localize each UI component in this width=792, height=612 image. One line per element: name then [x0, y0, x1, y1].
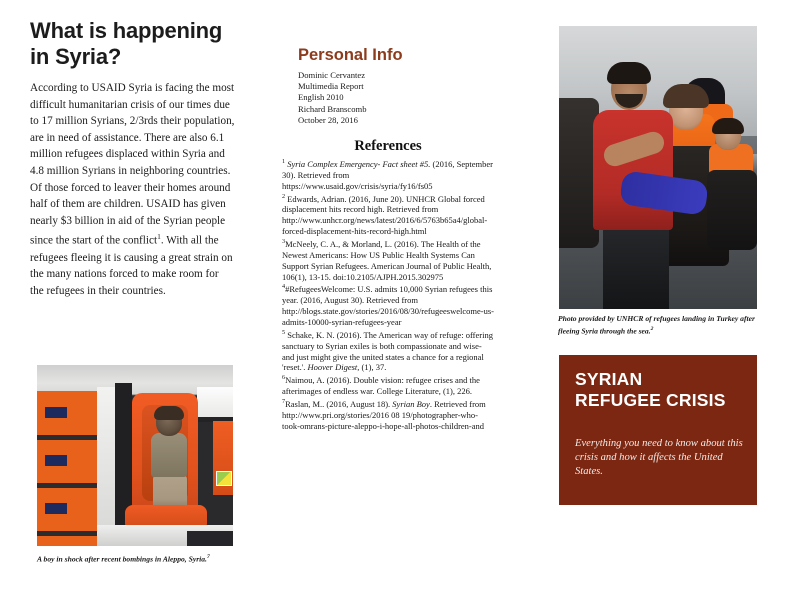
- personal-info-item: October 28, 2016: [298, 114, 358, 125]
- reference-entry: [282, 192, 494, 237]
- caption-boy-photo: [37, 552, 237, 565]
- middle-column: [282, 46, 494, 432]
- reference-entry: [282, 397, 494, 432]
- personal-info-item: English 2010: [298, 92, 344, 103]
- reference-text: Schake, K. N. (2016). The American way of refuge: offering sanctuary to Syrian exiles is both compassionate and wise- and just might give the united states a chance for a regional 'reset.'.: [282, 329, 493, 373]
- caption-boy-text: A boy in shock after recent bombings in Aleppo, Syria.: [37, 554, 207, 564]
- girl-hair: [663, 84, 709, 108]
- man-hair: [607, 62, 651, 84]
- personal-info-list: [298, 70, 494, 126]
- reference-text: #RefugeesWelcome: U.S. admits 10,000 Syrian refugees this year. (2016, August 30). Retrieved from http://blogs.state.gov/stories/2016/08/30/refugeeswelcome-us-admits-10000-syrian-refugees-year: [282, 284, 494, 328]
- reference-entry: [282, 157, 494, 192]
- reference-number: 3: [282, 238, 286, 246]
- reference-entry: [282, 237, 494, 282]
- reference-italic-title: Syria Complex Emergency- Fact sheet #5.: [287, 158, 431, 169]
- reference-number: 4: [282, 283, 286, 291]
- references-list: [282, 157, 494, 432]
- hero-title: [575, 369, 757, 411]
- references-heading: References: [354, 138, 422, 155]
- reference-text: Raslan, M.. (2016, August 18).: [285, 398, 393, 409]
- ambulance-floor-shadow: [187, 531, 233, 546]
- intro-paragraph-text-cont: . With all the refugees fleeing it is causing a great strain on the many nations forced to make room for the refugees in their countries.: [30, 235, 233, 297]
- hero-title-line-1: SYRIAN: [575, 369, 643, 389]
- intro-paragraph-text: According to USAID Syria is facing the most difficult humanitarian crisis of our times due to 17 million Syrians, 2/3rds their population, are in need of assistance. There are also 6.1 million refugees displaced within Syria and 4.8 million Syrians in neighboring countries. Of those forced to leaver their homes around half of them are children. USAID has given nearly $3 billion in aid of the Syrian people since the start of the conflict: [30, 82, 235, 248]
- ambulance-orange-cabinets: [37, 391, 97, 546]
- first-aid-green-icon: [216, 471, 232, 486]
- man-red-shirt: [593, 110, 673, 230]
- intro-paragraph-superscript: 1: [157, 232, 161, 242]
- ambulance-white-box: [197, 387, 233, 421]
- ambulance-white-panel: [97, 387, 115, 532]
- reference-entry: [282, 373, 494, 397]
- reference-number: 6: [282, 374, 286, 382]
- intro-paragraph: [30, 80, 235, 299]
- reference-number: 5: [282, 328, 286, 336]
- child-right-hair: [712, 118, 744, 134]
- reference-italic-source: Syrian Boy: [392, 398, 430, 409]
- caption-sea-text: Photo provided by UNHCR of refugees landing in Turkey after fleeing Syria through the sea.: [558, 314, 755, 336]
- caption-sea-superscript: 2: [650, 326, 654, 332]
- hero-title-line-2: REFUGEE CRISIS: [575, 390, 726, 410]
- reference-entry: [282, 282, 494, 327]
- man-legs: [603, 224, 669, 309]
- reference-text-tail: . Retrieved from http://www.pri.org/stories/2016 08 19/photographer-who-took-omrans-picture-aleppo-i-hope-all-photos-children-and: [282, 398, 486, 431]
- reference-number: 7: [282, 398, 286, 406]
- reference-text: McNeely, C. A., & Morland, L. (2016). The Health of the Newest Americans: How US Public Health Systems Can Support Syrian Refugees. American Journal of Public Health, 106(1), 13-15. doi:10.2105/AJPH.2015.302975: [282, 238, 492, 282]
- reference-text: (2016, September 30). Retrieved from https://www.usaid.gov/crisis/syria/fy16/fs05: [282, 158, 493, 191]
- personal-info-item: Richard Branscomb: [298, 103, 367, 114]
- reference-text: Naimou, A. (2016). Double vision: refugee crises and the afterimages of endless war. College Literature, (1), 226.: [282, 375, 480, 397]
- personal-info-item: Multimedia Report: [298, 81, 364, 92]
- reference-text-tail: , (1), 37.: [357, 362, 387, 373]
- hero-callout-box: [559, 355, 757, 505]
- reference-italic-source: Hoover Digest: [307, 362, 358, 373]
- personal-info-item: Dominic Cervantez: [298, 70, 366, 80]
- reference-number: 2: [282, 192, 286, 200]
- child-hair: [154, 406, 184, 420]
- child-torso: [151, 433, 187, 477]
- child-right-body: [707, 170, 757, 250]
- caption-boy-superscript: 7: [206, 554, 210, 560]
- left-column: [30, 18, 235, 299]
- page-title: What is happening in Syria?: [30, 18, 223, 69]
- reference-entry: [282, 328, 494, 373]
- photo-refugees-landing: [559, 26, 757, 309]
- hero-subtitle: Everything you need to know about this crisis and how it affects the United States.: [575, 438, 743, 477]
- reference-number: 1: [282, 158, 286, 166]
- personal-info-heading: Personal Info: [298, 46, 403, 64]
- caption-sea-photo: [558, 313, 758, 337]
- reference-text: Edwards, Adrian. (2016, June 20). UNHCR Global forced displacement hits record high. Retrieved from http://www.unhcr.org/news/latest/2016/6/5763b65a4/global-forced-displacement-hits-record-high.html: [282, 193, 488, 237]
- first-aid-label: First Aid: [391, 493, 403, 509]
